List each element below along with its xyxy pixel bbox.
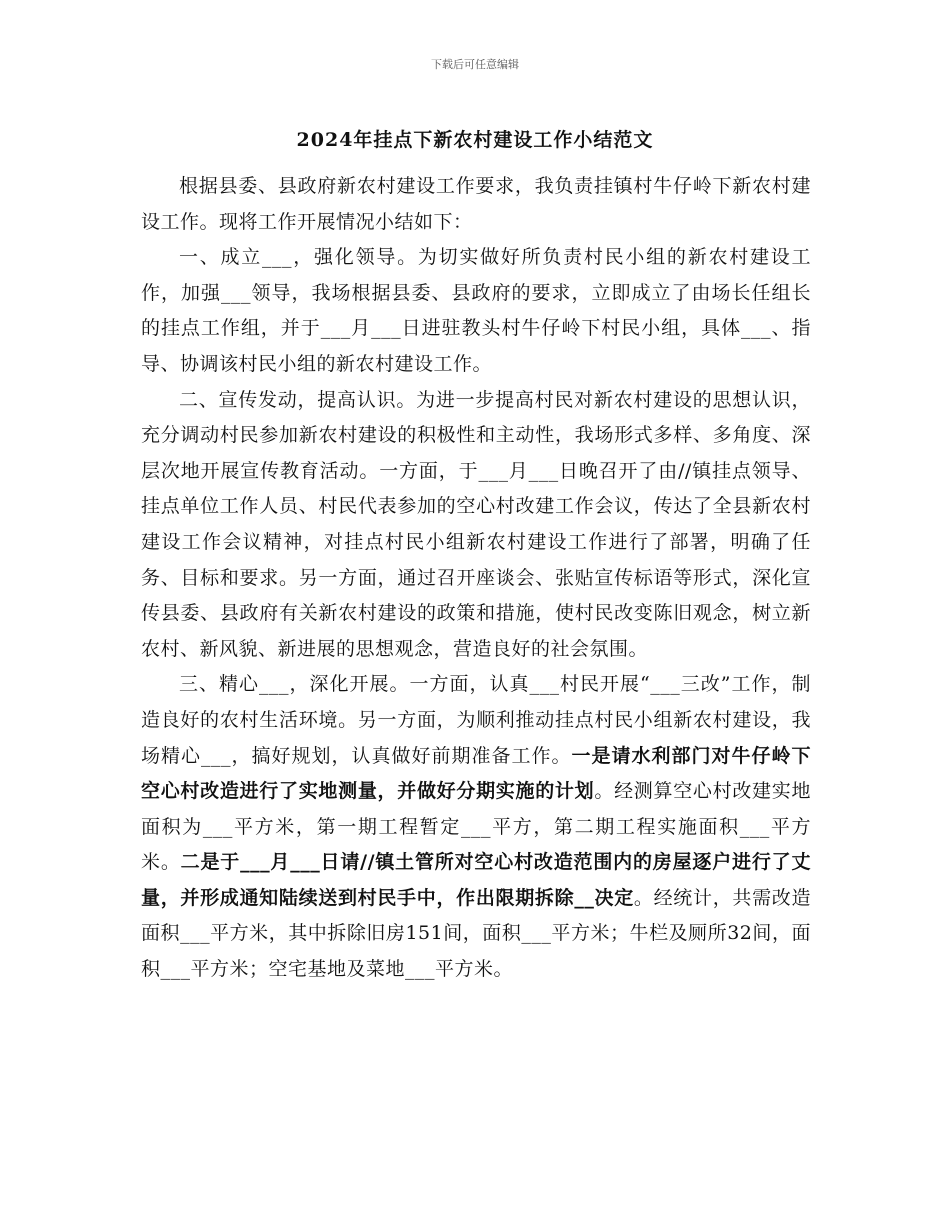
paragraph-intro: 根据县委、县政府新农村建设工作要求，我负责挂镇村牛仔岭下新农村建设工作。现将工作开展情况小结如下： — [141, 175, 811, 233]
paragraph-section-1: 一、成立___，强化领导。为切实做好所负责村民小组的新农村建设工作，加强___领导，我场根据县委、县政府的要求，立即成立了由场长任组长的挂点工作组，并于___月___日进驻教头村牛仔岭下村民小组，具体___、指导、协调该村民小组的新农村建设工作。 — [141, 246, 811, 375]
document-title: 2024年挂点下新农村建设工作小结范文 — [296, 129, 654, 151]
section-3-text-a: 三、精心___，深化开展。一方面，认真___村民开展“___三改”工作，制造良好的农村生活环境。另一方面，为顺利推动挂点村民小组新农村建设，我场精心___，搞好规划，认真做好前期准备工作。 — [141, 673, 811, 767]
document-body — [141, 169, 811, 988]
paragraph-section-3 — [141, 667, 811, 987]
page-header-note: 下载后可任意编辑 — [431, 58, 519, 71]
paragraph-section-2: 二、宣传发动，提高认识。为进一步提高村民对新农村建设的思想认识，充分调动村民参加新农村建设的积极性和主动性，我场形式多样、多角度、深层次地开展宣传教育活动。一方面，于___月___日晚召开了由//镇挂点领导、挂点单位工作人员、村民代表参加的空心村改建工作会议，传达了全县新农村建设工作会议精神，对挂点村民小组新农村建设工作进行了部署，明确了任务、目标和要求。另一方面，通过召开座谈会、张贴宣传标语等形式，深化宣传县委、县政府有关新农村建设的政策和措施，使村民改变陈旧观念，树立新农村、新风貌、新进展的思想观念，营造良好的社会氛围。 — [141, 388, 811, 660]
section-3-text-b: 。经测算空心村改建实地面积为___平方米，第一期工程暂定___平方，第二期工程实施面积___平方米。 — [141, 780, 811, 874]
section-3-bold-b: 二是于___月___日请//镇土管所对空心村改造范围内的房屋逐户进行了丈量，并形成通知陆续送到村民手中，作出限期拆除__决定 — [141, 851, 811, 909]
section-3-bold-a: 一是请水利部门对牛仔岭下空心村改造进行了实地测量，并做好分期实施的计划 — [141, 744, 811, 803]
section-3-text-c: 。经统计，共需改造面积___平方米，其中拆除旧房151间，面积___平方米；牛栏及厕所32间，面积___平方米；空宅基地及菜地___平方米。 — [141, 886, 811, 981]
